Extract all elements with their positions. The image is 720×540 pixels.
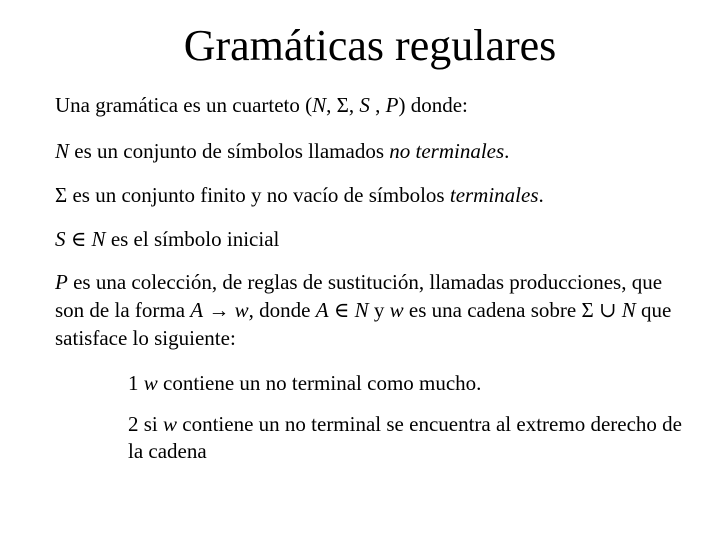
start-symbol-paragraph	[55, 225, 675, 253]
symbol-s: S	[55, 227, 66, 251]
symbol-a: A	[315, 298, 329, 322]
slide-title: Gramáticas regulares	[183, 21, 557, 70]
text-run: es una cadena sobre Σ ∪	[403, 298, 622, 322]
text-run: Una gramática es un cuarteto (	[55, 93, 313, 117]
text-run: .	[538, 183, 544, 207]
text-run: contiene un no terminal como mucho.	[157, 371, 482, 395]
text-run: 2 si	[128, 412, 164, 436]
symbol-n: N	[91, 227, 106, 251]
terminals-paragraph	[55, 181, 675, 209]
definition-paragraph	[55, 91, 675, 119]
symbol-n: N	[354, 298, 369, 322]
text-run: que satisface lo siguiente:	[55, 298, 672, 350]
condition-item-2	[128, 411, 688, 465]
text-run: ,	[369, 93, 386, 117]
arrow-symbol: →	[203, 298, 235, 322]
text-run: es el símbolo inicial	[105, 227, 280, 251]
text-run: ) donde:	[398, 93, 468, 117]
element-of-symbol: ∈	[328, 298, 355, 322]
text-run: es una colección, de reglas de sustitución, llamadas producciones, que son de la forma	[55, 270, 663, 322]
text-run: .	[504, 139, 510, 163]
text-run: Σ es un conjunto finito y no vacío de símbolos	[55, 183, 450, 207]
text-run: es un conjunto de símbolos llamados	[69, 139, 390, 163]
symbol-n: N	[55, 139, 70, 163]
symbol-w: w	[234, 298, 249, 322]
symbol-a: A	[190, 298, 204, 322]
symbol-w: w	[143, 371, 158, 395]
text-run: , Σ,	[326, 93, 360, 117]
nonterminals-paragraph	[55, 137, 675, 165]
symbol-w: w	[163, 412, 178, 436]
symbol-n: N	[621, 298, 636, 322]
condition-item-1	[128, 370, 688, 397]
text-run: , donde	[248, 298, 316, 322]
productions-paragraph	[55, 268, 675, 352]
text-run: y	[368, 298, 390, 322]
symbol-p: P	[55, 270, 68, 294]
text-run: 1	[128, 371, 144, 395]
symbol-s: S	[359, 93, 370, 117]
symbol-p: P	[385, 93, 399, 117]
symbol-w: w	[389, 298, 404, 322]
symbol-n: N	[312, 93, 327, 117]
element-of-symbol: ∈	[65, 227, 92, 251]
text-run: contiene un no terminal se encuentra al extremo derecho de la cadena	[128, 412, 682, 463]
emphasis-no-terminales: no terminales	[389, 139, 505, 163]
emphasis-terminales: terminales	[449, 183, 539, 207]
